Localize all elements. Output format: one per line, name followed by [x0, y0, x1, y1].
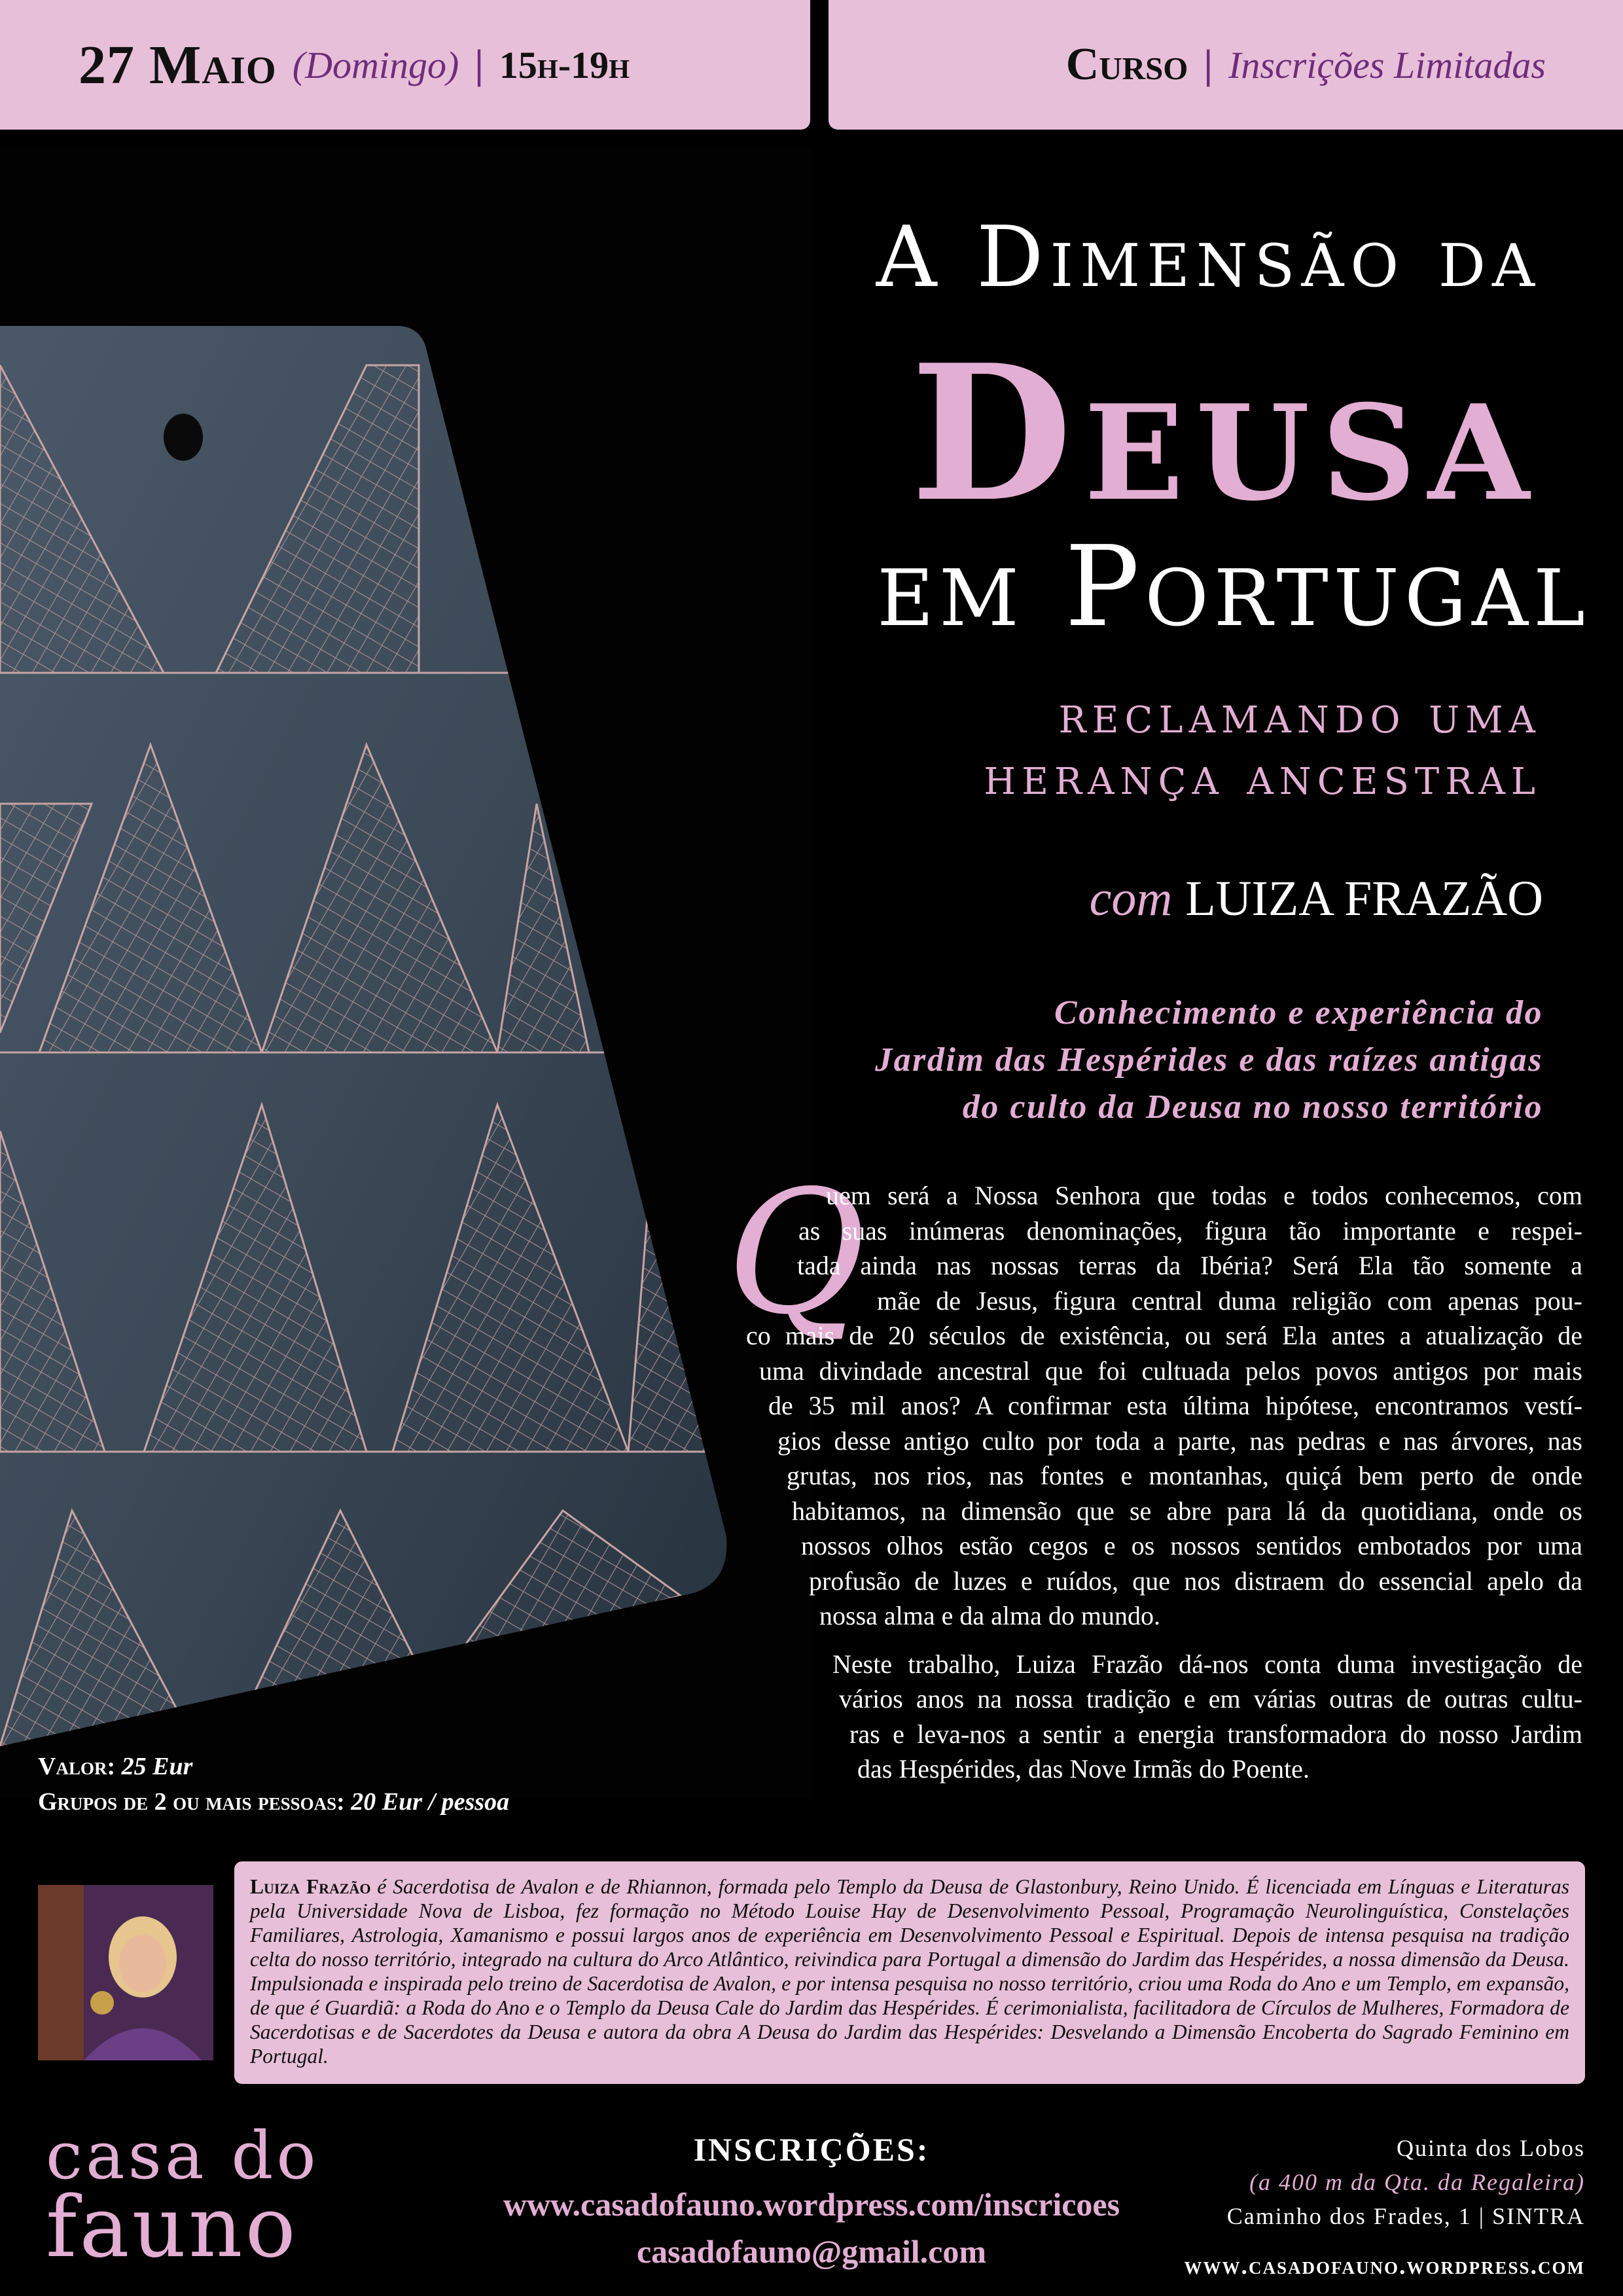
price-info	[38, 1749, 509, 1820]
address-line-1: Quinta dos Lobos	[1397, 2135, 1585, 2161]
body-line: vários anos na nossa tradição e em várias outras de outras cultu-	[839, 1684, 1582, 1713]
body-line: de 35 mil anos? A confirmar esta última hipótese, encontramos vestí-	[768, 1391, 1582, 1420]
body-line: gios desse antigo culto por toda a parte, nas pedras e nas árvores, nas	[777, 1426, 1582, 1456]
address-line-2: (a 400 m da Qta. da Regaleira)	[1249, 2169, 1585, 2195]
body-line: nossos olhos estão cegos e os nossos sentidos embotados por uma	[801, 1531, 1582, 1560]
group-price-value: 20 Eur / pessoa	[351, 1788, 510, 1816]
body-text	[746, 1178, 1582, 1787]
stone-plaque-image	[0, 149, 812, 1799]
body-line: tada ainda nas nossas terras da Ibéria? Será Ela tão somente a	[797, 1251, 1582, 1280]
event-hours: 15h-19h	[499, 43, 630, 86]
presenter-photo	[38, 1885, 213, 2060]
bio-box	[234, 1861, 1585, 2084]
logo-line-2: fauno	[46, 2179, 298, 2276]
logo-line-1: casa do	[46, 2117, 319, 2194]
header-type-separator: |	[1204, 42, 1213, 87]
body-line: Neste trabalho, Luiza Frazão dá-nos conta duma investigação de	[832, 1649, 1582, 1679]
drop-cap: Q	[726, 1155, 866, 1352]
tagline-line: Conhecimento e experiência do	[1054, 994, 1543, 1031]
body-line: uma divindade ancestral que foi cultuada pelos povos antigos por mais	[759, 1355, 1582, 1386]
header-date-bar	[0, 0, 810, 130]
body-line: grutas, nos rios, nas fontes e montanhas, quiçá bem perto de onde	[787, 1461, 1582, 1490]
presenter-prefix: com	[1089, 871, 1173, 926]
presenter-name: LUIZA FRAZÃO	[1185, 871, 1543, 926]
subtitle-line-1: reclamando uma	[1058, 684, 1541, 745]
subtitle-line-2: herança ancestral	[984, 745, 1541, 806]
address-line-3: Caminho dos Frades, 1 | SINTRA	[1226, 2203, 1585, 2229]
event-date: 27 Maio	[79, 34, 277, 96]
bio-text	[250, 1874, 1569, 2068]
bio-body: é Sacerdotisa de Avalon e de Rhiannon, formada pelo Templo da Deusa de Glastonbury, Reino Unido. É licenciada em Línguas e Literaturas pela Universidade Nova de Lisboa, fez formação no Método Louise Hay de Desenvolvimento Pessoal, Programação Neurolinguística, Constelações Familiares, Astrologia, Xamanismo e possui largos anos de experiência em Desenvolvimento Pessoal e Espiritual. Depois de intensa pesquisa na tradição celta do nosso território, integrado na cultura do Arco Atlântico, reivindica para Portugal a dimensão do Jardim das Hespérides, a nossa dimensão da Deusa. Impulsionada e inspirada pelo treino de Sacerdotisa de Avalon, e por intensa pesquisa no nosso território, criou uma Roda do Ano e um Templo, em expansão, de que é Guardiã: a Roda do Ano e o Templo da Deusa Cale do Jardim das Hespérides. É cerimonialista, facilitadora de Círculos de Mulheres, Formadora de Sacerdotisas e de Sacerdotes da Deusa e autora da obra A Deusa do Jardim das Hespérides: Desvelando a Dimensão Encoberta do Sagrado Feminino em Portugal.	[250, 1875, 1570, 2068]
event-weekday: (Domingo)	[292, 43, 459, 86]
presenter-line	[1090, 870, 1543, 927]
title-line-2: Deusa	[910, 324, 1541, 543]
event-type: Curso	[1065, 39, 1188, 90]
engraved-schist-plaque-icon	[0, 149, 812, 1799]
tagline-line: do culto da Deusa no nosso território	[962, 1088, 1543, 1126]
body-line: habitamos, na dimensão que se abre para lá da quotidiana, onde os	[792, 1496, 1582, 1526]
header-separator: |	[474, 42, 484, 87]
portrait-icon	[38, 1885, 213, 2060]
body-line: nossa alma e da alma do mundo.	[819, 1601, 1160, 1630]
title-line-3: em Portugal	[877, 522, 1590, 652]
body-line: mãe de Jesus, figura central duma religião com apenas pou-	[877, 1285, 1582, 1316]
body-line: ras e leva-nos a sentir a energia transformadora do nosso Jardim	[849, 1719, 1582, 1749]
title-line-1: A Dimensão da	[876, 209, 1541, 306]
bio-name: Luiza Frazão	[250, 1875, 371, 1898]
body-line: das Hespérides, das Nove Irmãs do Poente.	[857, 1754, 1310, 1784]
body-line: as suas inúmeras denominações, figura tão importante e respei-	[798, 1215, 1582, 1246]
tagline	[692, 990, 1543, 1131]
header-type-bar	[829, 0, 1623, 130]
event-note: Inscrições Limitadas	[1228, 43, 1546, 86]
body-line: co mais de 20 séculos de existência, ou será Ela antes a atualização de	[746, 1321, 1582, 1350]
price-label: Valor:	[38, 1753, 116, 1780]
price-value: 25 Eur	[121, 1753, 193, 1780]
address-block	[1184, 2131, 1585, 2283]
body-line: profusão de luzes e ruídos, que nos distraem do essencial apelo da	[809, 1566, 1582, 1596]
group-price-label: Grupos de 2 ou mais pessoas:	[38, 1788, 345, 1816]
registration-title: INSCRIÇÕES:	[693, 2131, 930, 2168]
website-link[interactable]: www.casadofauno.wordpress.com	[1184, 2252, 1585, 2280]
registration-link[interactable]: www.casadofauno.wordpress.com/inscricoes	[503, 2186, 1120, 2223]
registration-email[interactable]: casadofauno@gmail.com	[636, 2233, 986, 2270]
body-line: uem será a Nossa Senhora que todas e todos conhecemos, com	[826, 1181, 1582, 1210]
tagline-line: Jardim das Hespérides e das raízes antigas	[875, 1041, 1543, 1079]
